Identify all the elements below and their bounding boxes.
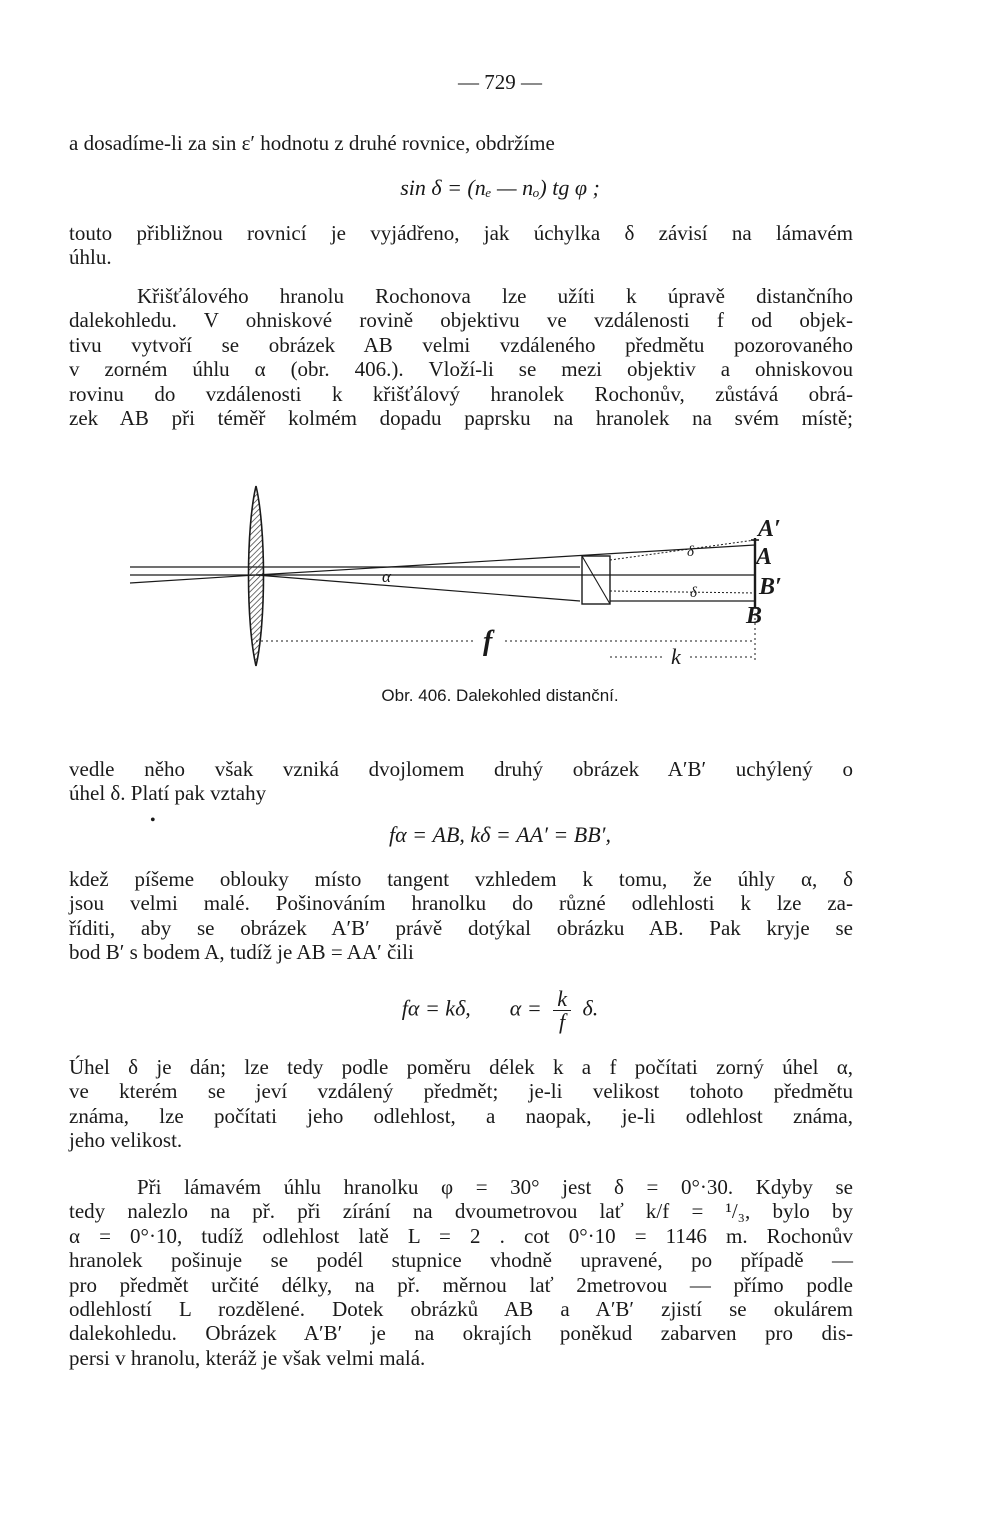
deflected-rays bbox=[610, 540, 755, 593]
text-line: známa, lze počítati jeho odlehlost, a naopak, je-li odlehlost známa, bbox=[69, 1103, 853, 1128]
page-number: — 729 — bbox=[458, 70, 542, 94]
ray-upper bbox=[130, 545, 755, 575]
text-line: v zorném úhlu α (obr. 406.). Vloží-li se mezi objektiv a ohniskovou bbox=[69, 357, 853, 382]
equation-sin-delta: sin δ = (nₑ — nₒ) tg φ ; bbox=[400, 175, 600, 200]
text-line: jsou velmi malé. Pošinováním hranolku do různé odlehlosti k lze za- bbox=[69, 891, 853, 916]
text-line: jeho velikost. bbox=[69, 1128, 183, 1153]
text-line: zek AB při téměř kolmém dopadu paprsku na hranolek na svém místě; bbox=[69, 406, 853, 431]
label-f: f bbox=[483, 626, 493, 657]
label-a-prime: A′ bbox=[758, 516, 781, 542]
text-line: α = 0°·10, tudíž odlehlost latě L = 2 . cot 0°·10 = 1146 m. Rochonův bbox=[69, 1223, 853, 1248]
text-line: a dosadíme-li za sin ε′ hodnotu z druhé rovnice, obdržíme bbox=[69, 131, 555, 155]
eq3-right: δ. bbox=[582, 995, 599, 1021]
text-line: touto přibližnou rovnicí je vyjádřeno, jak úchylka δ závisí na lámavém bbox=[69, 221, 853, 245]
equation-alpha bbox=[0, 988, 1000, 1033]
paragraph-2 bbox=[69, 221, 853, 270]
label-a: A bbox=[756, 544, 773, 570]
text-line: kdež píšeme oblouky místo tangent vzhledem k tomu, že úhly α, δ bbox=[69, 867, 853, 891]
paragraph-1 bbox=[69, 131, 853, 155]
text-line: tedy nalezlo na př. při zírání na dvoumetrovou lať k/f = ¹/₃, bylo by bbox=[69, 1199, 853, 1224]
distance-k-dimension bbox=[610, 613, 755, 660]
stray-mark: • bbox=[150, 812, 156, 829]
rochon-prism bbox=[582, 556, 610, 604]
text-line: vedle něho však vzniká dvojlomem druhý obrázek A′B′ uchýlený o bbox=[69, 757, 853, 781]
paragraph-3 bbox=[69, 284, 853, 430]
label-alpha: α bbox=[382, 567, 391, 586]
figure-406-diagram bbox=[120, 478, 840, 673]
figure-caption: Obr. 406. Dalekohled distanční. bbox=[381, 686, 619, 705]
text-line: odlehlostí L rozdělené. Dotek obrázků AB a A′B′ zjistí se okulárem bbox=[69, 1297, 853, 1322]
text-line: dalekohledu. V ohniskové rovině objektivu ve vzdálenosti f od objek- bbox=[69, 308, 853, 333]
paragraph-7 bbox=[69, 1175, 853, 1370]
paragraph-4 bbox=[69, 757, 853, 806]
text-line: hranolek pošinuje se podél stupnice vhodně upravené, po případě — bbox=[69, 1248, 853, 1273]
text-line: dalekohledu. Obrázek A′B′ je na okrajích poněkud zabarven pro dis- bbox=[69, 1321, 853, 1346]
text-line: úhlu. bbox=[69, 245, 112, 270]
text-line: Při lámavém úhlu hranolku φ = 30° jest δ = 0°·30. Kdyby se bbox=[137, 1175, 853, 1199]
eq3-left: fα = kδ, bbox=[401, 995, 471, 1021]
text-line: Úhel δ je dán; lze tedy podle poměru délek k a f počítati zorný úhel α, bbox=[69, 1055, 853, 1079]
paragraph-6 bbox=[69, 1055, 853, 1153]
label-b: B bbox=[746, 603, 763, 629]
eq3-mid: α = bbox=[509, 995, 542, 1021]
text-line: ve kterém se jeví vzdálený předmět; je-li velikost tohoto předmětu bbox=[69, 1079, 853, 1104]
text-line: pro předmět určité délky, na př. měrnou lať 2metrovou — přímo podle bbox=[69, 1272, 853, 1297]
fraction-denominator: f bbox=[559, 1009, 566, 1034]
label-b-prime: B′ bbox=[759, 574, 782, 600]
text-line: rovinu do vzdálenosti k křišťálový hranolek Rochonův, zůstává obrá- bbox=[69, 381, 853, 406]
objective-lens bbox=[249, 486, 264, 666]
text-line: úhel δ. Platí pak vztahy bbox=[69, 781, 267, 806]
text-line: říditi, aby se obrázek A′B′ právě dotýkal obrázku AB. Pak kryje se bbox=[69, 915, 853, 940]
text-line: Křišťálového hranolu Rochonova lze užíti k úpravě distančního bbox=[137, 284, 853, 308]
paragraph-5 bbox=[69, 867, 853, 965]
fraction-k-over-f bbox=[553, 988, 571, 1033]
label-k: k bbox=[671, 644, 681, 669]
equation-relations: fα = AB, kδ = AA′ = BB′, bbox=[389, 822, 611, 847]
text-line: tivu vytvoří se obrázek AB velmi vzdáleného předmětu pozorovaného bbox=[69, 332, 853, 357]
label-delta-upper: δ bbox=[687, 544, 694, 560]
text-line: bod B′ s bodem A, tudíž je AB = AA′ čili bbox=[69, 940, 414, 965]
label-delta-lower: δ bbox=[690, 585, 697, 601]
ray-lower bbox=[130, 575, 755, 601]
text-line: persi v hranolu, kteráž je však velmi malá. bbox=[69, 1345, 426, 1370]
fraction-numerator: k bbox=[553, 988, 571, 1011]
